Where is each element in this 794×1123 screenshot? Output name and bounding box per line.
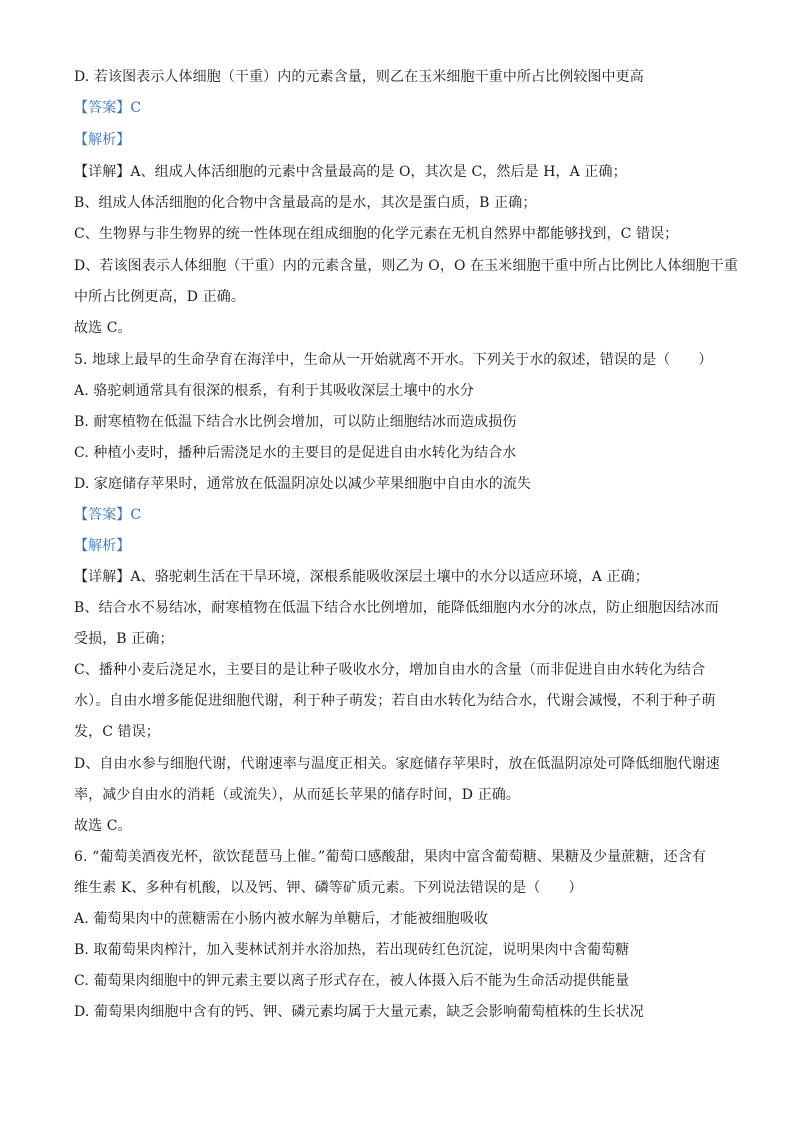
option-a-q5: A. 骆驼刺通常具有很深的根系，有利于其吸收深层土壤中的水分: [74, 383, 475, 399]
answer-label-q4: 【答案】C: [74, 100, 142, 116]
option-b-q5: B. 耐寒植物在低温下结合水比例会增加，可以防止细胞结冰而造成损伤: [74, 414, 517, 430]
option-d-q5: D. 家庭储存苹果时，通常放在低温阴凉处以减少苹果细胞中自由水的流失: [74, 476, 532, 492]
option-c-q6: C. 葡萄果肉细胞中的钾元素主要以离子形式存在，被人体摄入后不能为生命活动提供能量: [74, 973, 630, 989]
option-b-q6: B. 取葡萄果肉榨汁，加入斐林试剂并水浴加热，若出现砖红色沉淀，说明果肉中含葡萄糖: [74, 942, 630, 958]
explanation-line: B、结合水不易结冰，耐寒植物在低温下结合水比例增加，能降低细胞内水分的冰点，防止细胞因结冰而: [74, 600, 719, 616]
explanation-line: C、播种小麦后浇足水，主要目的是让种子吸收水分，增加自由水的含量（而非促进自由水转化为结合: [74, 662, 706, 678]
conclusion-line: 故选 C。: [74, 818, 132, 834]
explanation-line: C、生物界与非生物界的统一性体现在组成细胞的化学元素在无机自然界中都能够找到，C 错误；: [74, 226, 679, 242]
option-d-q4: D. 若该图表示人体细胞（干重）内的元素含量，则乙在玉米细胞干重中所占比例较图中更高: [74, 69, 644, 85]
question-6-stem-cont: 维生素 K、多种有机酸，以及钙、钾、磷等矿质元素。下列说法错误的是（ ）: [74, 880, 583, 896]
explanation-line: B、组成人体活细胞的化合物中含量最高的是水，其次是蛋白质，B 正确；: [74, 195, 537, 211]
option-a-q6: A. 葡萄果肉中的蔗糖需在小肠内被水解为单糖后，才能被细胞吸收: [74, 911, 489, 927]
explanation-line: 率，减少自由水的消耗（或流失），从而延长苹果的储存时间，D 正确。: [74, 787, 520, 803]
explanation-line: 发，C 错误；: [74, 724, 160, 740]
explanation-line: 水）。自由水增多能促进细胞代谢，利于种子萌发；若自由水转化为结合水，代谢会减慢，不利于种子萌: [74, 693, 716, 709]
analysis-label-q4: 【解析】: [74, 132, 131, 148]
question-6-stem: 6. “葡萄美酒夜光杯，欲饮琵琶马上催。”葡萄口感酸甜，果肉中富含葡萄糖、果糖及少量蔗糖，还含有: [74, 849, 706, 865]
answer-label-q5: 【答案】C: [74, 507, 142, 523]
conclusion-line: 故选 C。: [74, 320, 132, 336]
analysis-label-q5: 【解析】: [74, 538, 131, 554]
option-c-q5: C. 种植小麦时，播种后需浇足水的主要目的是促进自由水转化为结合水: [74, 445, 517, 461]
question-5-stem: 5. 地球上最早的生命孕育在海洋中，生命从一开始就离不开水。下列关于水的叙述，错误的是（ ）: [74, 352, 713, 368]
explanation-line: 受损，B 正确；: [74, 631, 174, 647]
explanation-line: D、若该图表示人体细胞（干重）内的元素含量，则乙为 O，O 在玉米细胞干重中所占比例比人体细胞干重: [74, 258, 738, 274]
option-d-q6: D. 葡萄果肉细胞中含有的钙、钾、磷元素均属于大量元素，缺乏会影响葡萄植株的生长状况: [74, 1004, 644, 1020]
explanation-line: D、自由水参与细胞代谢，代谢速率与温度正相关。家庭储存苹果时，放在低温阴凉处可降低细胞代谢速: [74, 756, 720, 772]
explanation-line: 【详解】A、骆驼刺生活在干旱环境，深根系能吸收深层土壤中的水分以适应环境，A 正确；: [74, 569, 649, 585]
explanation-line: 中所占比例更高，D 正确。: [74, 289, 245, 305]
explanation-line: 【详解】A、组成人体活细胞的元素中含量最高的是 O，其次是 C，然后是 H，A 正确；: [74, 164, 627, 180]
